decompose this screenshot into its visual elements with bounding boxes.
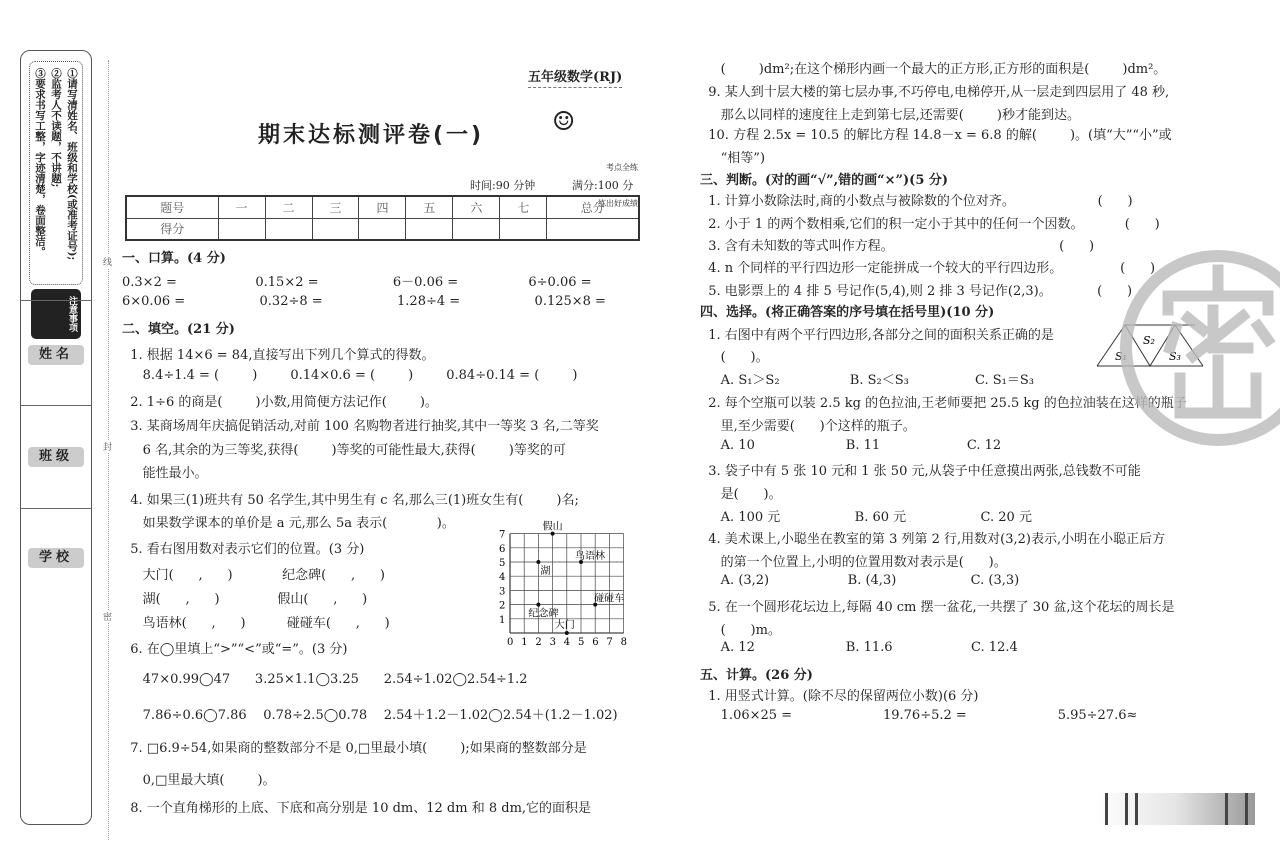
table-header: 五 — [406, 196, 453, 218]
cut-mark: 密 — [103, 610, 112, 623]
y-tick-label: 2 — [499, 600, 506, 612]
section-heading: 一、口算。(4 分) — [122, 251, 226, 266]
note-2: ②监考人不读题，不讲题; — [50, 68, 62, 188]
x-tick-label: 6 — [592, 637, 599, 645]
scrollbar[interactable] — [1095, 793, 1255, 825]
question-line: 那么以同样的速度往上走到第七层,还需要( )秒才能到达。 — [700, 108, 1080, 123]
question-line: 大门( , ) 纪念碑( , ) — [122, 568, 385, 583]
class-label: 班级 — [28, 447, 84, 467]
question-line: 4. 如果三(1)班共有 50 名学生,其中男生有 c 名,那么三(1)班女生有( )名; — [122, 493, 579, 508]
x-tick-label: 7 — [606, 637, 613, 645]
exam-notes — [29, 61, 83, 285]
subject-header: 五年级数学(RJ) — [528, 66, 622, 88]
question-line: A. (3,2) B. (4,3) C. (3,3) — [700, 573, 1020, 588]
score-cell[interactable] — [218, 218, 265, 240]
x-tick-label: 5 — [578, 637, 585, 645]
label-s1: S₁ — [1115, 350, 1127, 363]
question-line: 47×0.99◯47 3.25×1.1◯3.25 2.54÷1.02◯2.54÷1.2 — [122, 672, 528, 687]
question-line: A. 12 B. 11.6 C. 12.4 — [700, 640, 1018, 655]
question-line: 6×0.06 = 0.32÷8 = 1.28÷4 = 0.125×8 = — [122, 294, 606, 309]
question-line: 的第一个位置上,小明的位置用数对表示是( )。 — [700, 555, 1007, 570]
question-line: 3. 袋子中有 5 张 10 元和 1 张 50 元,从袋子中任意摸出两张,总钱数不可能 — [700, 464, 1141, 479]
question-line: 3. 某商场周年庆搞促销活动,对前 100 名购物者进行抽奖,其中一等奖 3 名,二等奖 — [122, 419, 599, 434]
point-label: 湖 — [540, 566, 551, 577]
question-line: 里,至少需要( )个这样的瓶子。 — [700, 419, 916, 434]
question-line: 5. 看右图用数对表示它们的位置。(3 分) — [122, 542, 365, 557]
cut-mark: 线 — [103, 255, 112, 268]
notes-title: 注意事项 — [31, 289, 81, 339]
question-line: 2. 小于 1 的两个数相乘,它们的积一定小于其中的任何一个因数。 ( ) — [700, 217, 1160, 232]
point-label: 鸟语林 — [575, 551, 605, 562]
x-tick-label: 4 — [563, 637, 571, 645]
exam-time: 时间:90 分钟 — [470, 179, 536, 192]
question-line: 7.86÷0.6◯7.86 0.78÷2.5◯0.78 2.54＋1.2－1.02◯2.54＋(1.2－1.02) — [122, 708, 618, 723]
table-header: 总分 — [547, 196, 639, 218]
question-line: 0.3×2 = 0.15×2 = 6－0.06 = 6÷0.06 = — [122, 275, 592, 290]
question-line: ( )。 — [700, 350, 769, 365]
point-label: 碰碰车 — [594, 593, 625, 605]
section-heading: 四、选择。(将正确答案的序号填在括号里)(10 分) — [700, 305, 995, 320]
note-3: ③要求书写工整，字迹清楚，卷面整洁。 — [34, 68, 46, 257]
point-label: 假山 — [542, 521, 563, 533]
grid-point — [536, 603, 540, 607]
y-tick-label: 4 — [499, 572, 506, 584]
question-line: A. 10 B. 11 C. 12 — [700, 438, 1002, 453]
score-cell[interactable] — [500, 218, 547, 240]
binding-margin — [20, 50, 92, 825]
x-tick-label: 2 — [535, 637, 542, 645]
note-1: ①请写清姓名、班级和学校(或准考证号); — [66, 68, 78, 261]
question-line: 如果数学课本的单价是 a 元,那么 5a 表示( )。 — [122, 516, 455, 531]
mascot-text: 考点全练 — [606, 163, 638, 172]
question-line: 6. 在◯里填上“>”“<”或“=”。(3 分) — [122, 642, 348, 657]
divider — [20, 300, 92, 301]
stamp-glyph — [1168, 270, 1268, 413]
question-line: 7. □6.9÷54,如果商的整数部分不是 0,□里最小填( );如果商的整数部分是 — [122, 741, 587, 756]
school-label: 学校 — [28, 548, 84, 568]
question-line: 6 名,其余的为三等奖,获得( )等奖的可能性最大,获得( )等奖的可 — [122, 443, 566, 458]
score-cell[interactable] — [547, 218, 639, 240]
divider — [20, 405, 92, 406]
label-s3: S₃ — [1169, 350, 1181, 363]
question-line: 是( )。 — [700, 487, 782, 502]
grid-point — [565, 631, 569, 635]
table-header: 四 — [359, 196, 406, 218]
question-line: 9. 某人到十层大楼的第七层办事,不巧停电,电梯停开,从一层走到四层用了 48 秒, — [700, 85, 1170, 100]
question-line: 10. 方程 2.5x = 10.5 的解比方程 14.8－x = 6.8 的解( )。(填“大”“小”或 — [700, 128, 1172, 143]
full-score: 满分:100 分 — [572, 179, 634, 192]
y-tick-label: 6 — [499, 543, 506, 555]
score-cell[interactable] — [265, 218, 312, 240]
question-line: 0,□里最大填( )。 — [122, 773, 276, 788]
y-tick-label: 7 — [499, 529, 506, 541]
question-line: A. 100 元 B. 60 元 C. 20 元 — [700, 510, 1032, 525]
y-tick-label: 1 — [499, 614, 506, 626]
question-line: 8. 一个直角梯形的上底、下底和高分别是 10 dm、12 dm 和 8 dm,它的面积是 — [122, 801, 592, 816]
score-table — [125, 195, 640, 241]
question-line: ( )dm²;在这个梯形内画一个最大的正方形,正方形的面积是( )dm²。 — [700, 62, 1167, 77]
question-line: 4. 美术课上,小聪坐在教室的第 3 列第 2 行,用数对(3,2)表示,小明在小聪正后方 — [700, 532, 1166, 547]
table-header: 题号 — [126, 196, 218, 218]
divider — [20, 508, 92, 509]
question-line: 2. 1÷6 的商是( )小数,用简便方法记作( )。 — [122, 395, 438, 410]
question-line: 鸟语林( , ) 碰碰车( , ) — [122, 616, 390, 631]
question-line: 1. 右图中有两个平行四边形,各部分之间的面积关系正确的是 — [700, 328, 1054, 343]
mascot-text: 练出好成绩 — [598, 199, 638, 208]
coordinate-grid — [495, 515, 635, 645]
mascot-icon: ☺ — [552, 107, 576, 137]
page-title: 期末达标测评卷(一) — [258, 123, 485, 148]
table-header: 七 — [500, 196, 547, 218]
question-line: 5. 在一个圆形花坛边上,每隔 40 cm 摆一盆花,一共摆了 30 盆,这个花坛的周长是 — [700, 600, 1175, 615]
question-line: A. S₁＞S₂ B. S₂＜S₃ C. S₁＝S₃ — [700, 373, 1034, 388]
question-line: 湖( , ) 假山( , ) — [122, 592, 368, 607]
score-label: 得分 — [126, 218, 218, 240]
question-line: 8.4÷1.4 = ( ) 0.14×0.6 = ( ) 0.84÷0.14 = ( ) — [122, 368, 578, 383]
label-s2: S₂ — [1143, 334, 1155, 347]
point-label: 纪念碑 — [528, 608, 559, 620]
table-header: 二 — [265, 196, 312, 218]
table-header: 三 — [312, 196, 359, 218]
y-tick-label: 5 — [499, 558, 506, 569]
name-label: 姓名 — [28, 345, 84, 365]
section-heading: 五、计算。(26 分) — [700, 668, 813, 683]
table-header: 一 — [218, 196, 265, 218]
point-label: 大门 — [554, 620, 575, 631]
table-header: 六 — [453, 196, 500, 218]
question-line: 1. 用竖式计算。(除不尽的保留两位小数)(6 分) — [700, 689, 979, 704]
question-line: 2. 每个空瓶可以装 2.5 kg 的色拉油,王老师要把 25.5 kg 的色拉油装在这样的瓶子 — [700, 396, 1187, 411]
question-line: 1. 计算小数除法时,商的小数点与被除数的个位对齐。 ( ) — [700, 194, 1133, 209]
score-cell[interactable] — [453, 218, 500, 240]
question-line: 3. 含有未知数的等式叫作方程。 ( ) — [700, 239, 1095, 254]
x-tick-label: 8 — [620, 637, 627, 645]
question-line: 1. 根据 14×6 = 84,直接写出下列几个算式的得数。 — [122, 348, 435, 363]
score-cell[interactable] — [359, 218, 406, 240]
score-cell[interactable] — [406, 218, 453, 240]
section-heading: 二、填空。(21 分) — [122, 322, 235, 337]
question-line: “相等”) — [700, 151, 766, 166]
question-line: 能性最小。 — [122, 466, 208, 481]
y-tick-label: 3 — [499, 586, 506, 598]
section-heading: 三、判断。(对的画“√”,错的画“×”)(5 分) — [700, 173, 949, 188]
cut-mark: 封 — [103, 440, 112, 453]
question-line: 5. 电影票上的 4 排 5 号记作(5,4),则 2 排 3 号记作(2,3)。 ( ) — [700, 284, 1133, 299]
grid-point — [536, 560, 540, 564]
x-tick-label: 3 — [549, 637, 556, 645]
question-line: 4. n 个同样的平行四边形一定能拼成一个较大的平行四边形。 ( ) — [700, 261, 1156, 276]
secret-stamp — [1118, 248, 1280, 448]
question-line: 1.06×25 = 19.76÷5.2 = 5.95÷27.6≈ — [700, 708, 1138, 723]
question-line: ( )m。 — [700, 623, 781, 638]
score-cell[interactable] — [312, 218, 359, 240]
x-tick-label: 0 — [507, 637, 514, 645]
x-tick-label: 1 — [521, 637, 528, 645]
